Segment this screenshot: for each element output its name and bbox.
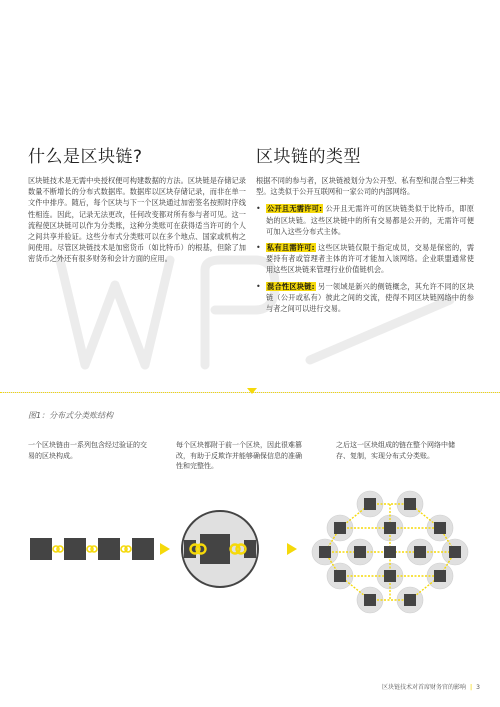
network-node: [434, 522, 446, 534]
network-node: [449, 546, 461, 558]
network-node: [384, 570, 396, 582]
list-item: [256, 203, 474, 237]
network-node: [354, 546, 366, 558]
blockchain-definition-title: 什么是区块链?: [28, 147, 143, 167]
chain-block: [98, 538, 120, 560]
bullet-icon: •: [256, 281, 261, 291]
list-item-text: 另一领域是新兴的侧链概念，其允许不同的区块链（公开或私有）彼此之间的交流，使得不同区块链网络中的参与者之间可以进行交易。: [266, 281, 475, 314]
blockchain-types-title: 区块链的类型: [256, 147, 361, 167]
network-node: [384, 522, 396, 534]
network-node: [364, 594, 376, 606]
figure-title: 图1：分布式分类账结构: [28, 411, 114, 420]
network-node: [404, 498, 416, 510]
network-node: [434, 570, 446, 582]
figure-caption-3: 之后这一区块组成的链在整个网络中储存、复制，实现分布式分类账。: [336, 441, 455, 460]
left-column: [28, 142, 246, 265]
network-node: [404, 594, 416, 606]
network-node: [319, 546, 331, 558]
network-panel: [312, 491, 468, 613]
right-column: [256, 142, 474, 319]
chain-block: [132, 538, 154, 560]
arrow-right-icon: [160, 543, 170, 555]
block-chain-panel: [30, 538, 154, 560]
figure-caption-2: 每个区块都附于前一个区块，因此很难篡改，有助于反欺诈并能够确保信息的准确性和完整性。: [176, 441, 302, 470]
page-number: 3: [476, 684, 480, 691]
highlight-label: 私有且需许可:: [267, 243, 315, 253]
bullet-icon: •: [256, 204, 261, 214]
chain-block: [30, 538, 52, 560]
list-item-text: 这些区块链仅限于指定成员，交易是保密的，需要持有者或管理者主体的许可才能加入该网络。企业联盟通常使用这些区块链来管理行业价值链机会。: [266, 243, 475, 275]
footer-title: 区块链技术对首席财务官的影响: [381, 684, 466, 691]
footer-separator: |: [469, 684, 473, 691]
list-item: [256, 242, 474, 276]
list-item: [256, 281, 474, 315]
blockchain-types-intro: 根据不同的参与者，区块链被划分为公开型、私有型和混合型三种类型。这类似于公开互联网和一家公司的内部网络。: [256, 176, 474, 197]
highlight-label: 混合性区块链:: [267, 281, 315, 291]
figure-caption-1: 一个区块链由一系列包含经过验证的交易的区块构成。: [28, 441, 147, 460]
arrow-right-icon: [287, 543, 297, 555]
magnified-link-panel: [182, 511, 258, 587]
network-node: [414, 546, 426, 558]
triangle-marker-icon: [247, 388, 257, 394]
section-divider: [0, 389, 500, 397]
page-footer: [382, 682, 480, 691]
distributed-ledger-diagram: [0, 490, 500, 630]
list-item-text: 公开且无需许可的区块链类似于比特币，即原始的区块链。这些区块链中的所有交易都是公开的，无需许可便可加入这些分布式主体。: [266, 204, 474, 236]
highlight-label: 公开且无需许可:: [267, 204, 322, 214]
network-node: [334, 522, 346, 534]
network-node: [334, 570, 346, 582]
blockchain-definition-body: 区块链技术是无需中央授权便可构建数据的方法。区块链是存储记录数量不断增长的分布式数据库。数据库以区块存储记录，而非在单一文件中排序。随后，每个区块与下一个区块通过加密签名按照时序线性相连。因此，记录无法更改，任何改变都对所有参与者可见。这一流程使区块链可以作为分类账，这种分类账可在获得适当许可的个人之间共享并验证。这些分布式分类账可以在多个地点、国家或机构之间使用。尽管区块链技术是加密货币（如比特币）的根基，但除了加密货币之外还有很多财务和会计方面的应用。: [28, 176, 246, 264]
blockchain-types-list: [256, 203, 474, 314]
network-node: [364, 498, 376, 510]
chain-block: [64, 538, 86, 560]
network-node: [384, 546, 396, 558]
bullet-icon: •: [256, 243, 261, 253]
